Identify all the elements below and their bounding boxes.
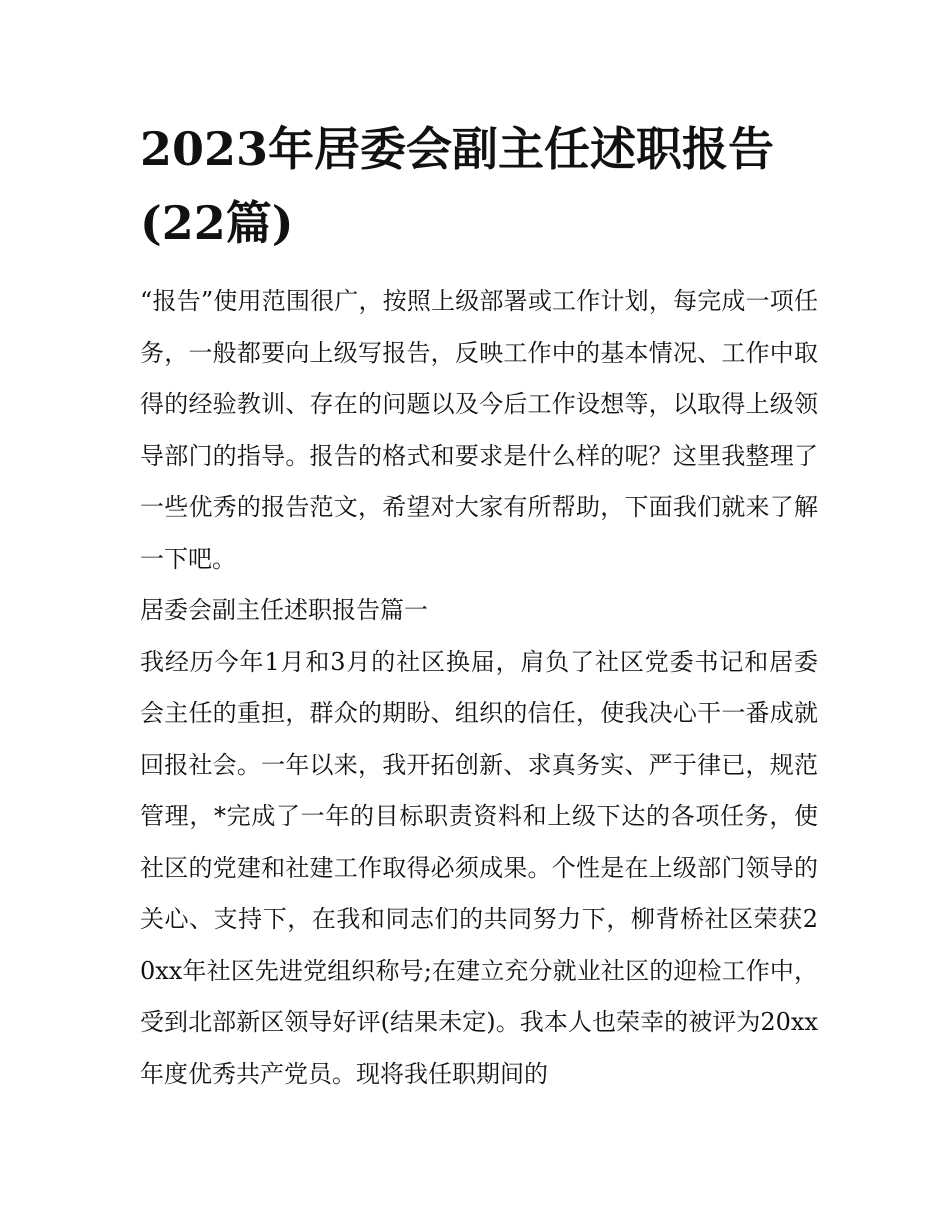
section-heading: 居委会副主任述职报告篇一	[140, 596, 428, 624]
intro-paragraph: “报告”使用范围很广，按照上级部署或工作计划，每完成一项任务，一般都要向上级写报告，反映工作中的基本情况、工作中取得的经验教训、存在的问题以及今后工作设想等，以取得上级领导部门的指导。报告的格式和要求是什么样的呢？这里我整理了一些优秀的报告范文，希望对大家有所帮助，下面我们就来了解一下吧。	[140, 287, 818, 573]
document-body	[140, 276, 818, 1100]
body-paragraph: 我经历今年1月和3月的社区换届，肩负了社区党委书记和居委会主任的重担，群众的期盼、组织的信任，使我决心干一番成就回报社会。一年以来，我开拓创新、求真务实、严于律已，规范管理，*完成了一年的目标职责资料和上级下达的各项任务，使社区的党建和社建工作取得必须成果。个性是在上级部门领导的关心、支持下，在我和同志们的共同努力下，柳背桥社区荣获20xx年社区先进党组织称号;在建立充分就业社区的迎检工作中，受到北部新区领导好评(结果未定)。我本人也荣幸的被评为20xx年度优秀共产党员。现将我任职期间的	[140, 647, 818, 1088]
document-title: 2023年居委会副主任述职报告(22篇)	[140, 122, 775, 250]
